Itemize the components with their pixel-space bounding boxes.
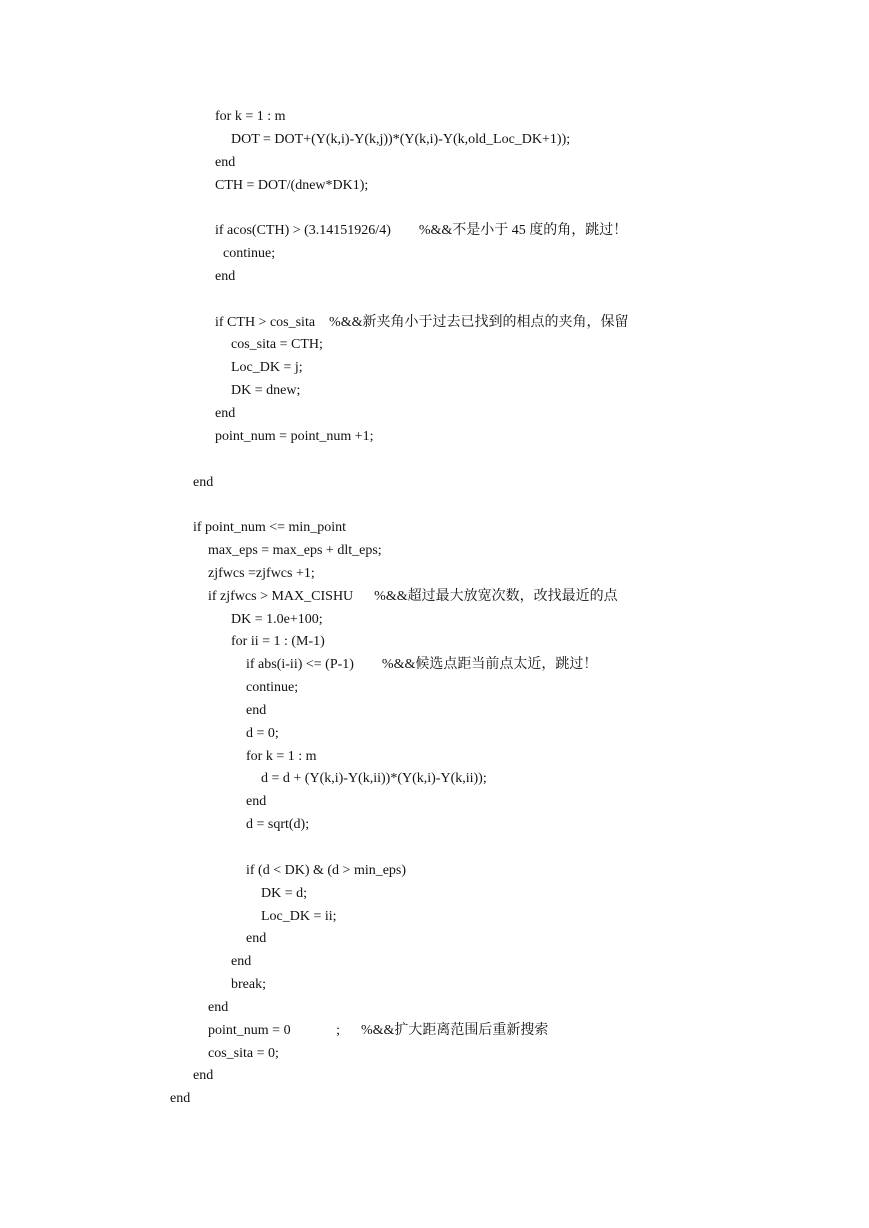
code-line: for k = 1 : m <box>215 109 286 124</box>
code-line: point_num = point_num +1; <box>215 428 374 444</box>
code-line: end <box>231 954 252 970</box>
code-line: if abs(i-ii) <= (P-1) %&&候选点距当前点太近，跳过！ <box>246 657 598 673</box>
blank-line <box>0 494 869 517</box>
code-line: if (d < DK) & (d > min_eps) <box>246 862 407 878</box>
code-line: DK = d; <box>261 885 308 901</box>
code-line: end <box>170 1091 191 1107</box>
code-line: Loc_DK = ii; <box>261 908 337 924</box>
code-line: DOT = DOT+(Y(k,i)-Y(k,j))*(Y(k,i)-Y(k,old_Loc_DK+1)); <box>231 131 571 147</box>
code-line: end <box>215 154 236 170</box>
code-line: point_num = 0 ; %&&扩大距离范围后重新搜索 <box>208 1022 549 1038</box>
code-line: end <box>208 999 229 1015</box>
code-listing <box>0 106 869 1111</box>
code-line: end <box>246 794 267 810</box>
code-line: if CTH > cos_sita %&&新夹角小于过去已找到的相点的夹角，保留 <box>215 314 629 330</box>
code-line: end <box>215 268 236 284</box>
code-line: end <box>193 474 214 490</box>
blank-line <box>0 289 869 312</box>
code-line: zjfwcs =zjfwcs +1; <box>208 565 315 581</box>
code-line: end <box>193 1068 214 1084</box>
blank-line <box>0 837 869 860</box>
code-line: if acos(CTH) > (3.14151926/4) %&&不是小于 45 度的角，跳过！ <box>215 223 628 239</box>
code-line: break; <box>231 977 266 993</box>
code-line: cos_sita = 0; <box>208 1045 279 1061</box>
code-line: for ii = 1 : (M-1) <box>231 634 325 650</box>
blank-line <box>0 449 869 472</box>
blank-line <box>0 197 869 220</box>
code-line: d = 0; <box>246 725 279 741</box>
code-line: continue; <box>246 680 299 696</box>
code-line: for k = 1 : m <box>246 748 317 764</box>
code-line: continue; <box>223 246 276 262</box>
code-line: DK = dnew; <box>231 383 301 399</box>
code-line: DK = 1.0e+100; <box>231 611 323 627</box>
code-line: d = d + (Y(k,i)-Y(k,ii))*(Y(k,i)-Y(k,ii)); <box>261 771 487 787</box>
code-line: if zjfwcs > MAX_CISHU %&&超过最大放宽次数，改找最近的点 <box>208 588 618 604</box>
code-line: if point_num <= min_point <box>193 520 347 536</box>
code-line: max_eps = max_eps + dlt_eps; <box>208 543 382 559</box>
code-line: end <box>246 931 267 947</box>
code-line: end <box>215 405 236 421</box>
code-line: CTH = DOT/(dnew*DK1); <box>215 177 369 193</box>
code-line: cos_sita = CTH; <box>231 337 323 353</box>
code-line: Loc_DK = j; <box>231 360 303 376</box>
code-line: d = sqrt(d); <box>246 817 310 833</box>
code-line: end <box>246 702 267 718</box>
